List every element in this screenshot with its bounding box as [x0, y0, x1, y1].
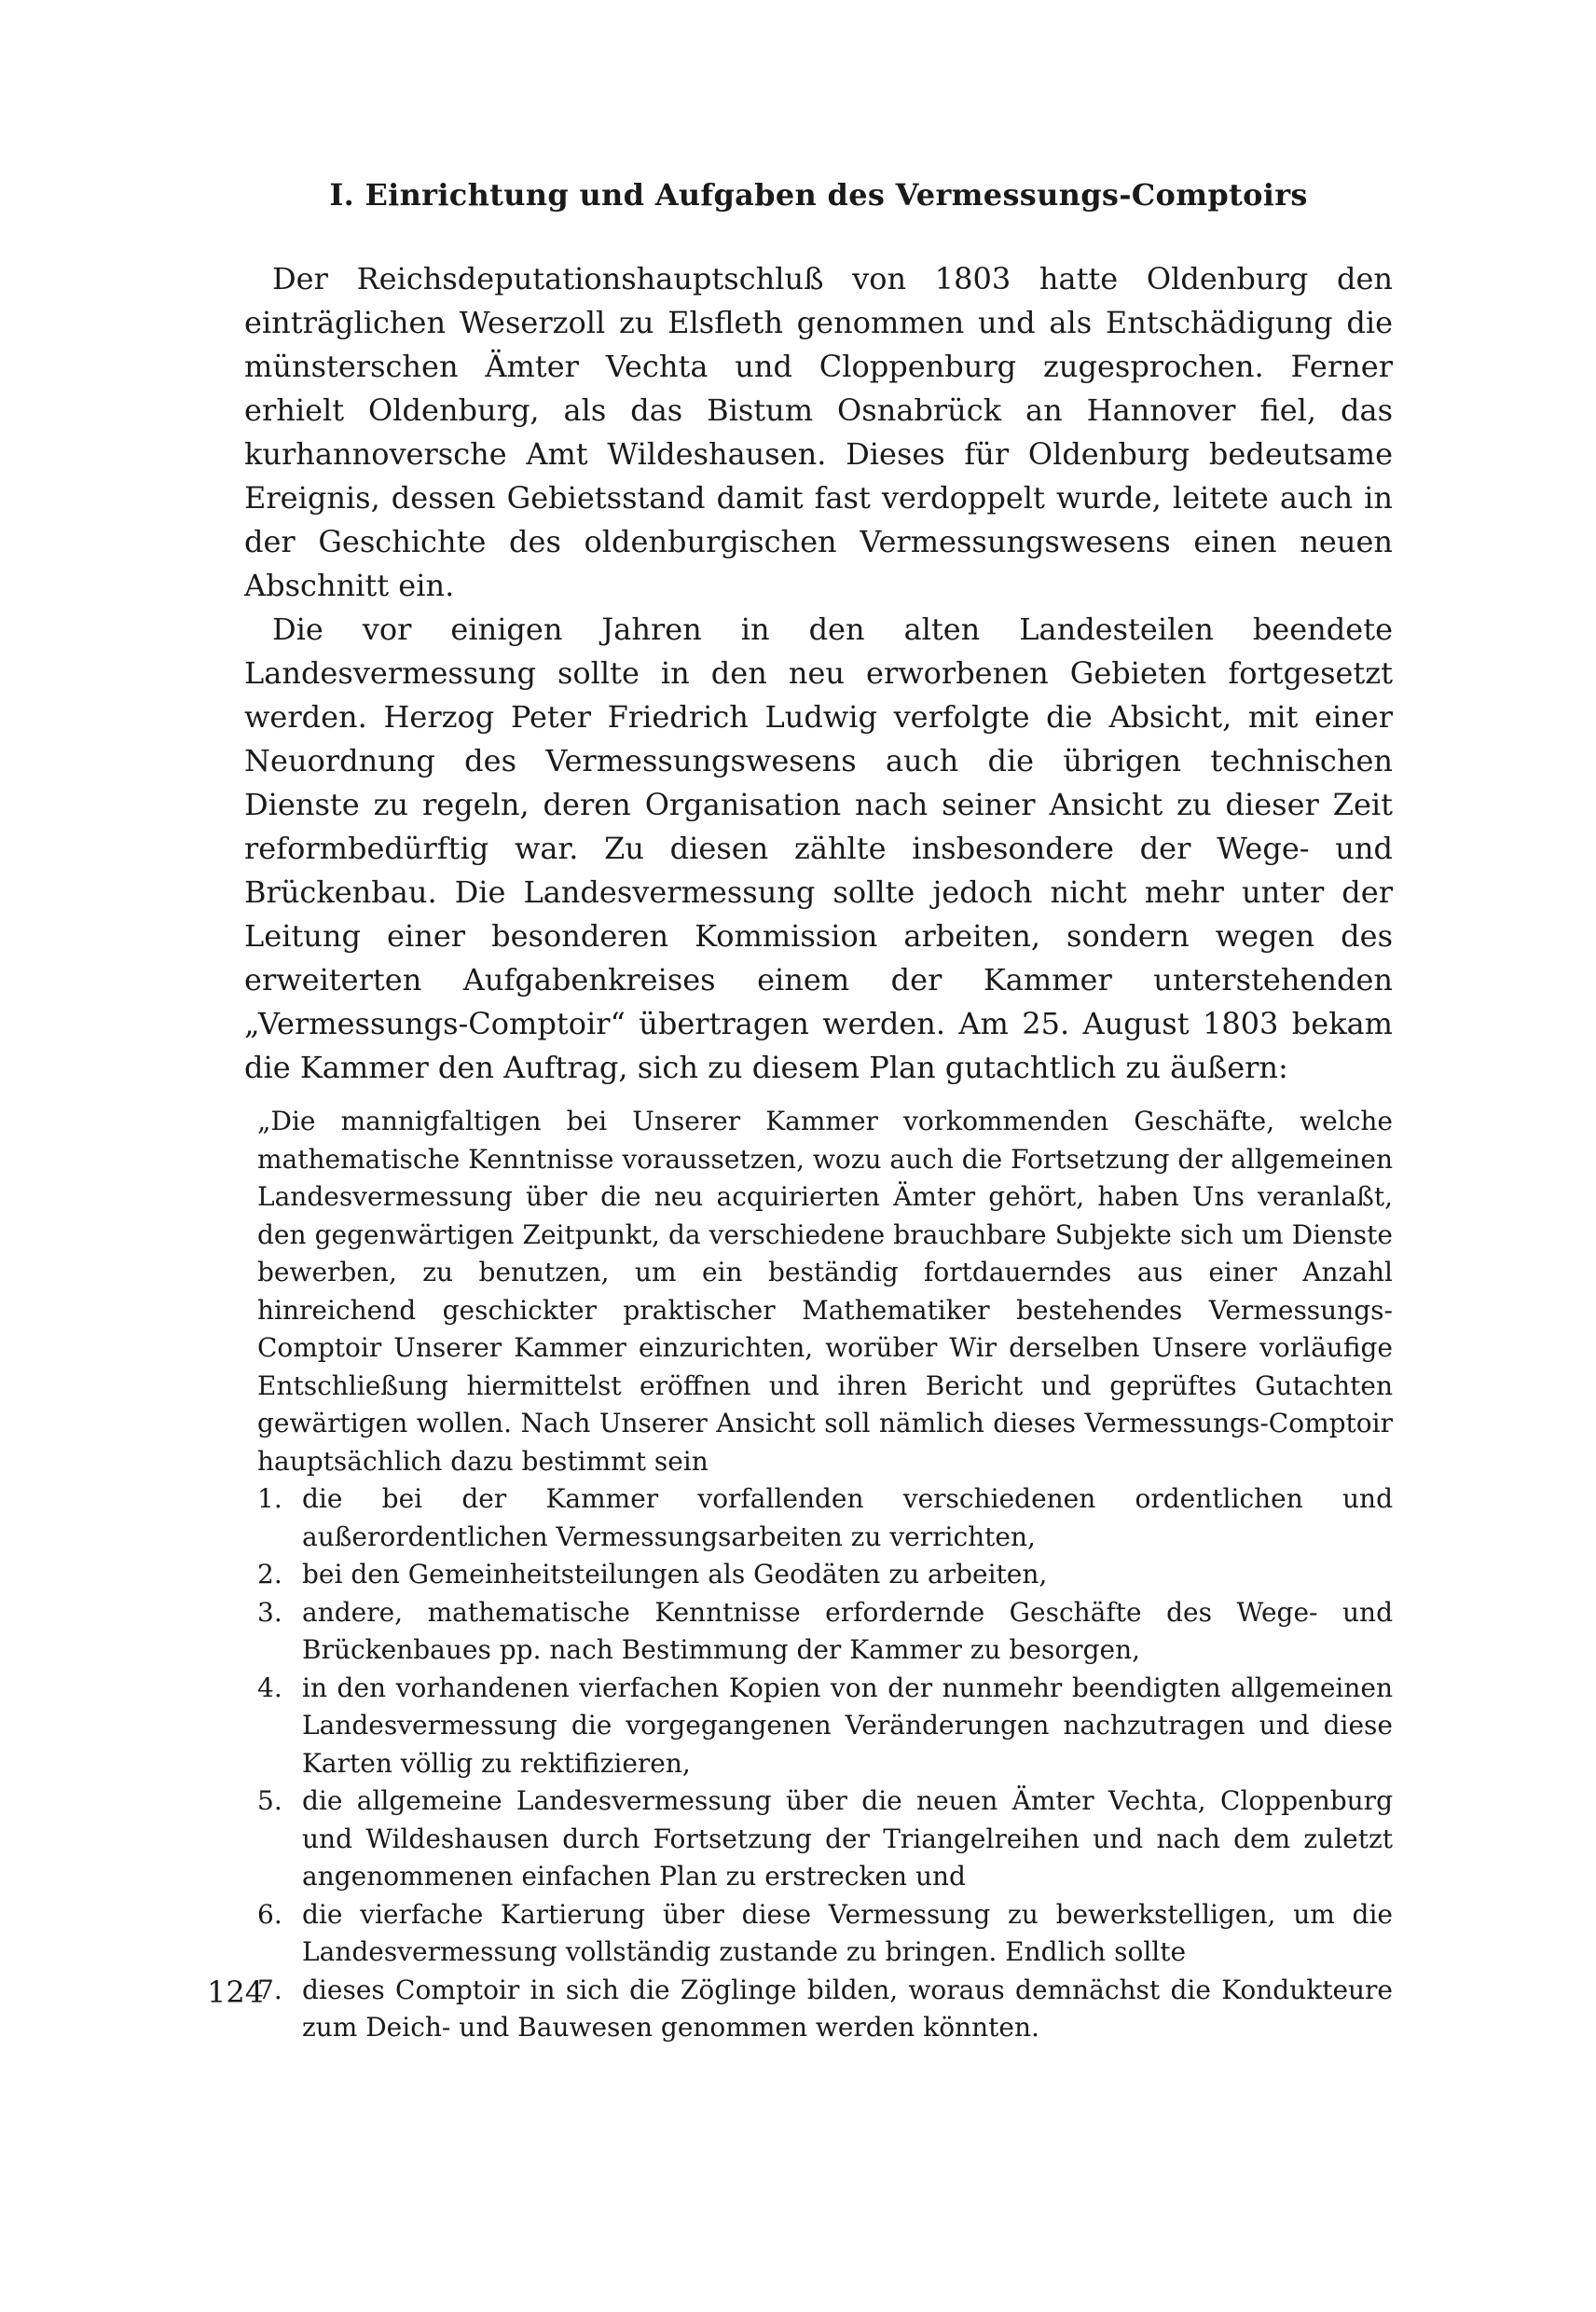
list-item-number: 5. [257, 1785, 282, 1816]
list-item [257, 1896, 1393, 1972]
list-item [257, 1556, 1393, 1594]
page-number: 124 [207, 1975, 265, 2010]
list-item-text: die vierfache Kartierung über diese Vermessung zu bewerkstelligen, um die Landesvermessung vollständig zustande zu bringen. Endlich sollte [302, 1898, 1393, 1967]
list-item-number: 4. [257, 1672, 282, 1703]
list-item [257, 1480, 1393, 1556]
page-body [244, 177, 1393, 2047]
list-item-number: 2. [257, 1559, 282, 1590]
quotation-block [257, 1103, 1393, 2047]
list-item [257, 1594, 1393, 1670]
list-item-text: bei den Gemeinheitsteilungen als Geodäten zu arbeiten, [302, 1559, 1048, 1590]
list-item-text: andere, mathematische Kenntnisse erfordernde Geschäfte des Wege- und Brückenbaues pp. nach Bestimmung der Kammer zu besorgen, [302, 1596, 1393, 1665]
list-item-number: 7. [257, 1974, 282, 2005]
quotation-intro: „Die mannigfaltigen bei Unserer Kammer vorkommenden Geschäfte, welche mathematische Kenntnisse voraussetzen, wozu auch die Fortsetzung der allgemeinen Landesvermessung über die neu acquirierten Ämter gehört, haben Uns veranlaßt, den gegenwärtigen Zeitpunkt, da verschiedene brauchbare Subjekte sich um Dienste bewerben, zu benutzen, um ein beständig fortdauerndes aus einer Anzahl hinreichend geschickter praktischer Mathematiker bestehendes Vermessungs-Comptoir Unserer Kammer einzurichten, worüber Wir derselben Unsere vorläufige Entschließung hiermittelst eröffnen und ihren Bericht und geprüftes Gutachten gewärtigen wollen. Nach Unserer Ansicht soll nämlich dieses Vermessungs-Comptoir hauptsächlich dazu bestimmt sein [257, 1106, 1393, 1477]
list-item [257, 1670, 1393, 1783]
section-heading: I. Einrichtung und Aufgaben des Vermessungs-Comptoirs [329, 177, 1308, 213]
duties-list [257, 1480, 1393, 2047]
list-item-number: 1. [257, 1483, 282, 1514]
list-item-text: in den vorhandenen vierfachen Kopien von der nunmehr beendigten allgemeinen Landesvermessung die vorgegangenen Veränderungen nachzutragen und diese Karten völlig zu rektifizieren, [302, 1672, 1393, 1779]
paragraph-2: Die vor einigen Jahren in den alten Landesteilen beendete Landesvermessung sollte in den neu erworbenen Gebieten fortgesetzt werden. Herzog Peter Friedrich Ludwig verfolgte die Absicht, mit einer Neuordnung des Vermessungswesens auch die übrigen technischen Dienste zu regeln, deren Organisation nach seiner Ansicht zu dieser Zeit reformbedürftig war. Zu diesen zählte insbesondere der Wege- und Brückenbau. Die Landesvermessung sollte jedoch nicht mehr unter der Leitung einer besonderen Kommission arbeiten, sondern wegen des erweiterten Aufgabenkreises einem der Kammer unterstehenden „Vermessungs-Comptoir“ übertragen werden. Am 25. August 1803 bekam die Kammer den Auftrag, sich zu diesem Plan gutachtlich zu äußern: [244, 612, 1393, 1085]
paragraph-1: Der Reichsdeputationshauptschluß von 1803 hatte Oldenburg den einträglichen Weserzoll zu Elsfleth genommen und als Entschädigung die münsterschen Ämter Vechta und Cloppenburg zugesprochen. Ferner erhielt Oldenburg, als das Bistum Osnabrück an Hannover fiel, das kurhannoversche Amt Wildeshausen. Dieses für Oldenburg bedeutsame Ereignis, dessen Gebietsstand damit fast verdoppelt wurde, leitete auch in der Geschichte des oldenburgischen Vermessungswesens einen neuen Abschnitt ein. [244, 261, 1393, 603]
list-item-text: dieses Comptoir in sich die Zöglinge bilden, woraus demnächst die Kondukteure zum Deich- und Bauwesen genommen werden könnten. [302, 1974, 1393, 2043]
list-item-number: 3. [257, 1596, 282, 1628]
list-item-text: die allgemeine Landesvermessung über die neuen Ämter Vechta, Cloppenburg und Wildeshausen durch Fortsetzung der Triangelreihen und nach dem zuletzt angenommenen einfachen Plan zu erstrecken und [302, 1785, 1393, 1892]
list-item-text: die bei der Kammer vorfallenden verschiedenen ordentlichen und außerordentlichen Vermessungsarbeiten zu verrichten, [302, 1483, 1393, 1552]
list-item [257, 1782, 1393, 1896]
list-item-number: 6. [257, 1898, 282, 1930]
list-item [257, 1972, 1393, 2047]
